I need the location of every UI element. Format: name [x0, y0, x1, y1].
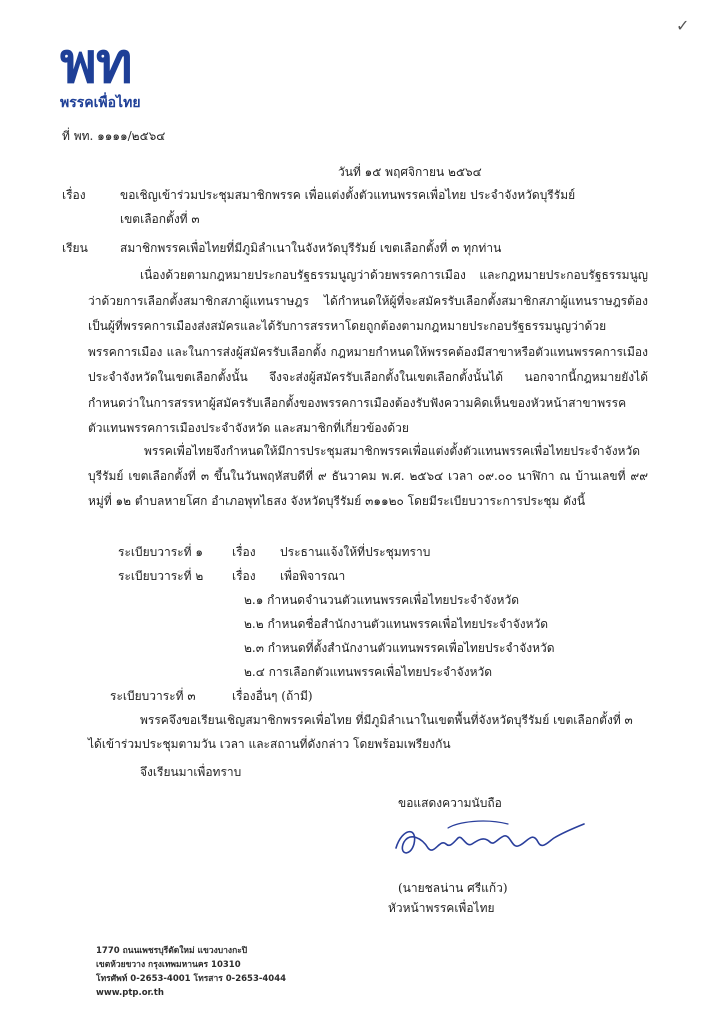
agenda-item-1-subject: เรื่อง [232, 545, 256, 559]
document-number: ที่ พท. ๑๑๑๑/๒๕๖๔ [62, 129, 166, 143]
body-paragraph-2: พรรคเพื่อไทยจึงกำหนดให้มีการประชุมสมาชิกพรรคเพื่อแต่งตั้งตัวแทนพรรคเพื่อไทยประจำจังหวัดบุรีรัมย์ เขตเลือกตั้งที่ ๓ ขึ้นในวันพฤหัสบดีที่ ๙ ธันวาคม พ.ศ. ๒๕๖๔ เวลา ๐๙.๐๐ นาฬิกา ณ บ้านเลขที่ ๙๙ หมู่ที่ ๑๒ ตำบลหายโศก อำเภอพุทไธสง จังหวัดบุรีรัมย์ ๓๑๑๒๐ โดยมีระเบียบวาระการประชุม ดังนี้ [88, 444, 648, 508]
footer-website: www.ptp.or.th [96, 988, 164, 998]
agenda-item-3-label: ระเบียบวาระที่ ๓ [110, 689, 196, 703]
party-logo [60, 31, 190, 114]
signer-name: (นายชลน่าน ศรีแก้ว) [398, 881, 508, 895]
footer-address-line-2: เขตห้วยขวาง กรุงเทพมหานคร 10310 [96, 960, 241, 970]
body-paragraph-3-line-1: พรรคจึงขอเรียนเชิญสมาชิกพรรคเพื่อไทย ที่มีภูมิลำเนาในเขตพื้นที่จังหวัดบุรีรัมย์ เขตเลือกตั้งที่ ๓ [140, 713, 633, 727]
to-label: เรียน [62, 241, 88, 255]
check-mark: ✓ [676, 16, 690, 35]
closing-line: จึงเรียนมาเพื่อทราบ [140, 765, 242, 779]
subject-label: เรื่อง [62, 188, 86, 202]
agenda-sub-item: ๒.๓ กำหนดที่ตั้งสำนักงานตัวแทนพรรคเพื่อไทยประจำจังหวัด [244, 641, 555, 655]
agenda-sub-item: ๒.๑ กำหนดจำนวนตัวแทนพรรคเพื่อไทยประจำจังหวัด [244, 593, 519, 607]
to-text: สมาชิกพรรคเพื่อไทยที่มีภูมิลำเนาในจังหวัดบุรีรัมย์ เขตเลือกตั้งที่ ๓ ทุกท่าน [120, 241, 502, 255]
logo-mark: พท [60, 31, 132, 96]
subject-line-2: เขตเลือกตั้งที่ ๓ [120, 212, 200, 226]
agenda-item-1-label: ระเบียบวาระที่ ๑ [118, 545, 203, 559]
footer-phone-fax: โทรศัพท์ 0-2653-4001 โทรสาร 0-2653-4044 [96, 974, 287, 984]
body-paragraph-1: เนื่องด้วยตามกฎหมายประกอบรัฐธรรมนูญว่าด้วยพรรคการเมือง และกฎหมายประกอบรัฐธรรมนูญว่าด้วยการเลือกตั้งสมาชิกสภาผู้แทนราษฎร ได้กำหนดให้ผู้ที่จะสมัครรับเลือกตั้งสมาชิกสภาผู้แทนราษฎรต้องเป็นผู้ที่พรรคการเมืองส่งสมัครและได้รับการสรรหาโดยถูกต้องตามกฎหมายประกอบรัฐธรรมนูญว่าด้วยพรรคการเมือง และในการส่งผู้สมัครรับเลือกตั้ง กฎหมายกำหนดให้พรรคต้องมีสาขาหรือตัวแทนพรรคการเมืองประจำจังหวัดในเขตเลือกตั้งนั้น จึงจะส่งผู้สมัครรับเลือกตั้งในเขตเลือกตั้งนั้นได้ นอกจากนี้กฎหมายยังได้กำหนดว่าในการสรรหาผู้สมัครรับเลือกตั้งของพรรคการเมืองต้องรับฟังความคิดเห็นของหัวหน้าสาขาพรรค ตัวแทนพรรคการเมืองประจำจังหวัด และสมาชิกที่เกี่ยวข้องด้วย [88, 268, 648, 435]
regards: ขอแสดงความนับถือ [398, 796, 502, 810]
handwritten-signature [388, 808, 588, 868]
logo-party-name: พรรคเพื่อไทย [60, 95, 141, 111]
agenda-item-3-text: เรื่องอื่นๆ (ถ้ามี) [232, 689, 313, 703]
agenda-item-1-text: ประธานแจ้งให้ที่ประชุมทราบ [280, 545, 431, 559]
agenda-item-2-text: เพื่อพิจารณา [280, 569, 346, 583]
subject-line-1: ขอเชิญเข้าร่วมประชุมสมาชิกพรรค เพื่อแต่งตั้งตัวแทนพรรคเพื่อไทย ประจำจังหวัดบุรีรัมย์ [120, 188, 576, 202]
party-address-footer [96, 944, 286, 1000]
agenda-sub-item: ๒.๒ กำหนดชื่อสำนักงานตัวแทนพรรคเพื่อไทยประจำจังหวัด [244, 617, 549, 631]
footer-address-line-1: 1770 ถนนเพชรบุรีตัดใหม่ แขวงบางกะปิ [96, 946, 248, 956]
body-paragraph-3-line-2: ได้เข้าร่วมประชุมตามวัน เวลา และสถานที่ดังกล่าว โดยพร้อมเพรียงกัน [88, 737, 451, 751]
agenda-sub-item: ๒.๔ การเลือกตัวแทนพรรคเพื่อไทยประจำจังหวัด [244, 665, 493, 679]
agenda-item-2-subject: เรื่อง [232, 569, 256, 583]
signer-title: หัวหน้าพรรคเพื่อไทย [388, 901, 495, 915]
document-date: วันที่ ๑๕ พฤศจิกายน ๒๕๖๔ [338, 165, 482, 179]
agenda-item-2-label: ระเบียบวาระที่ ๒ [118, 569, 204, 583]
